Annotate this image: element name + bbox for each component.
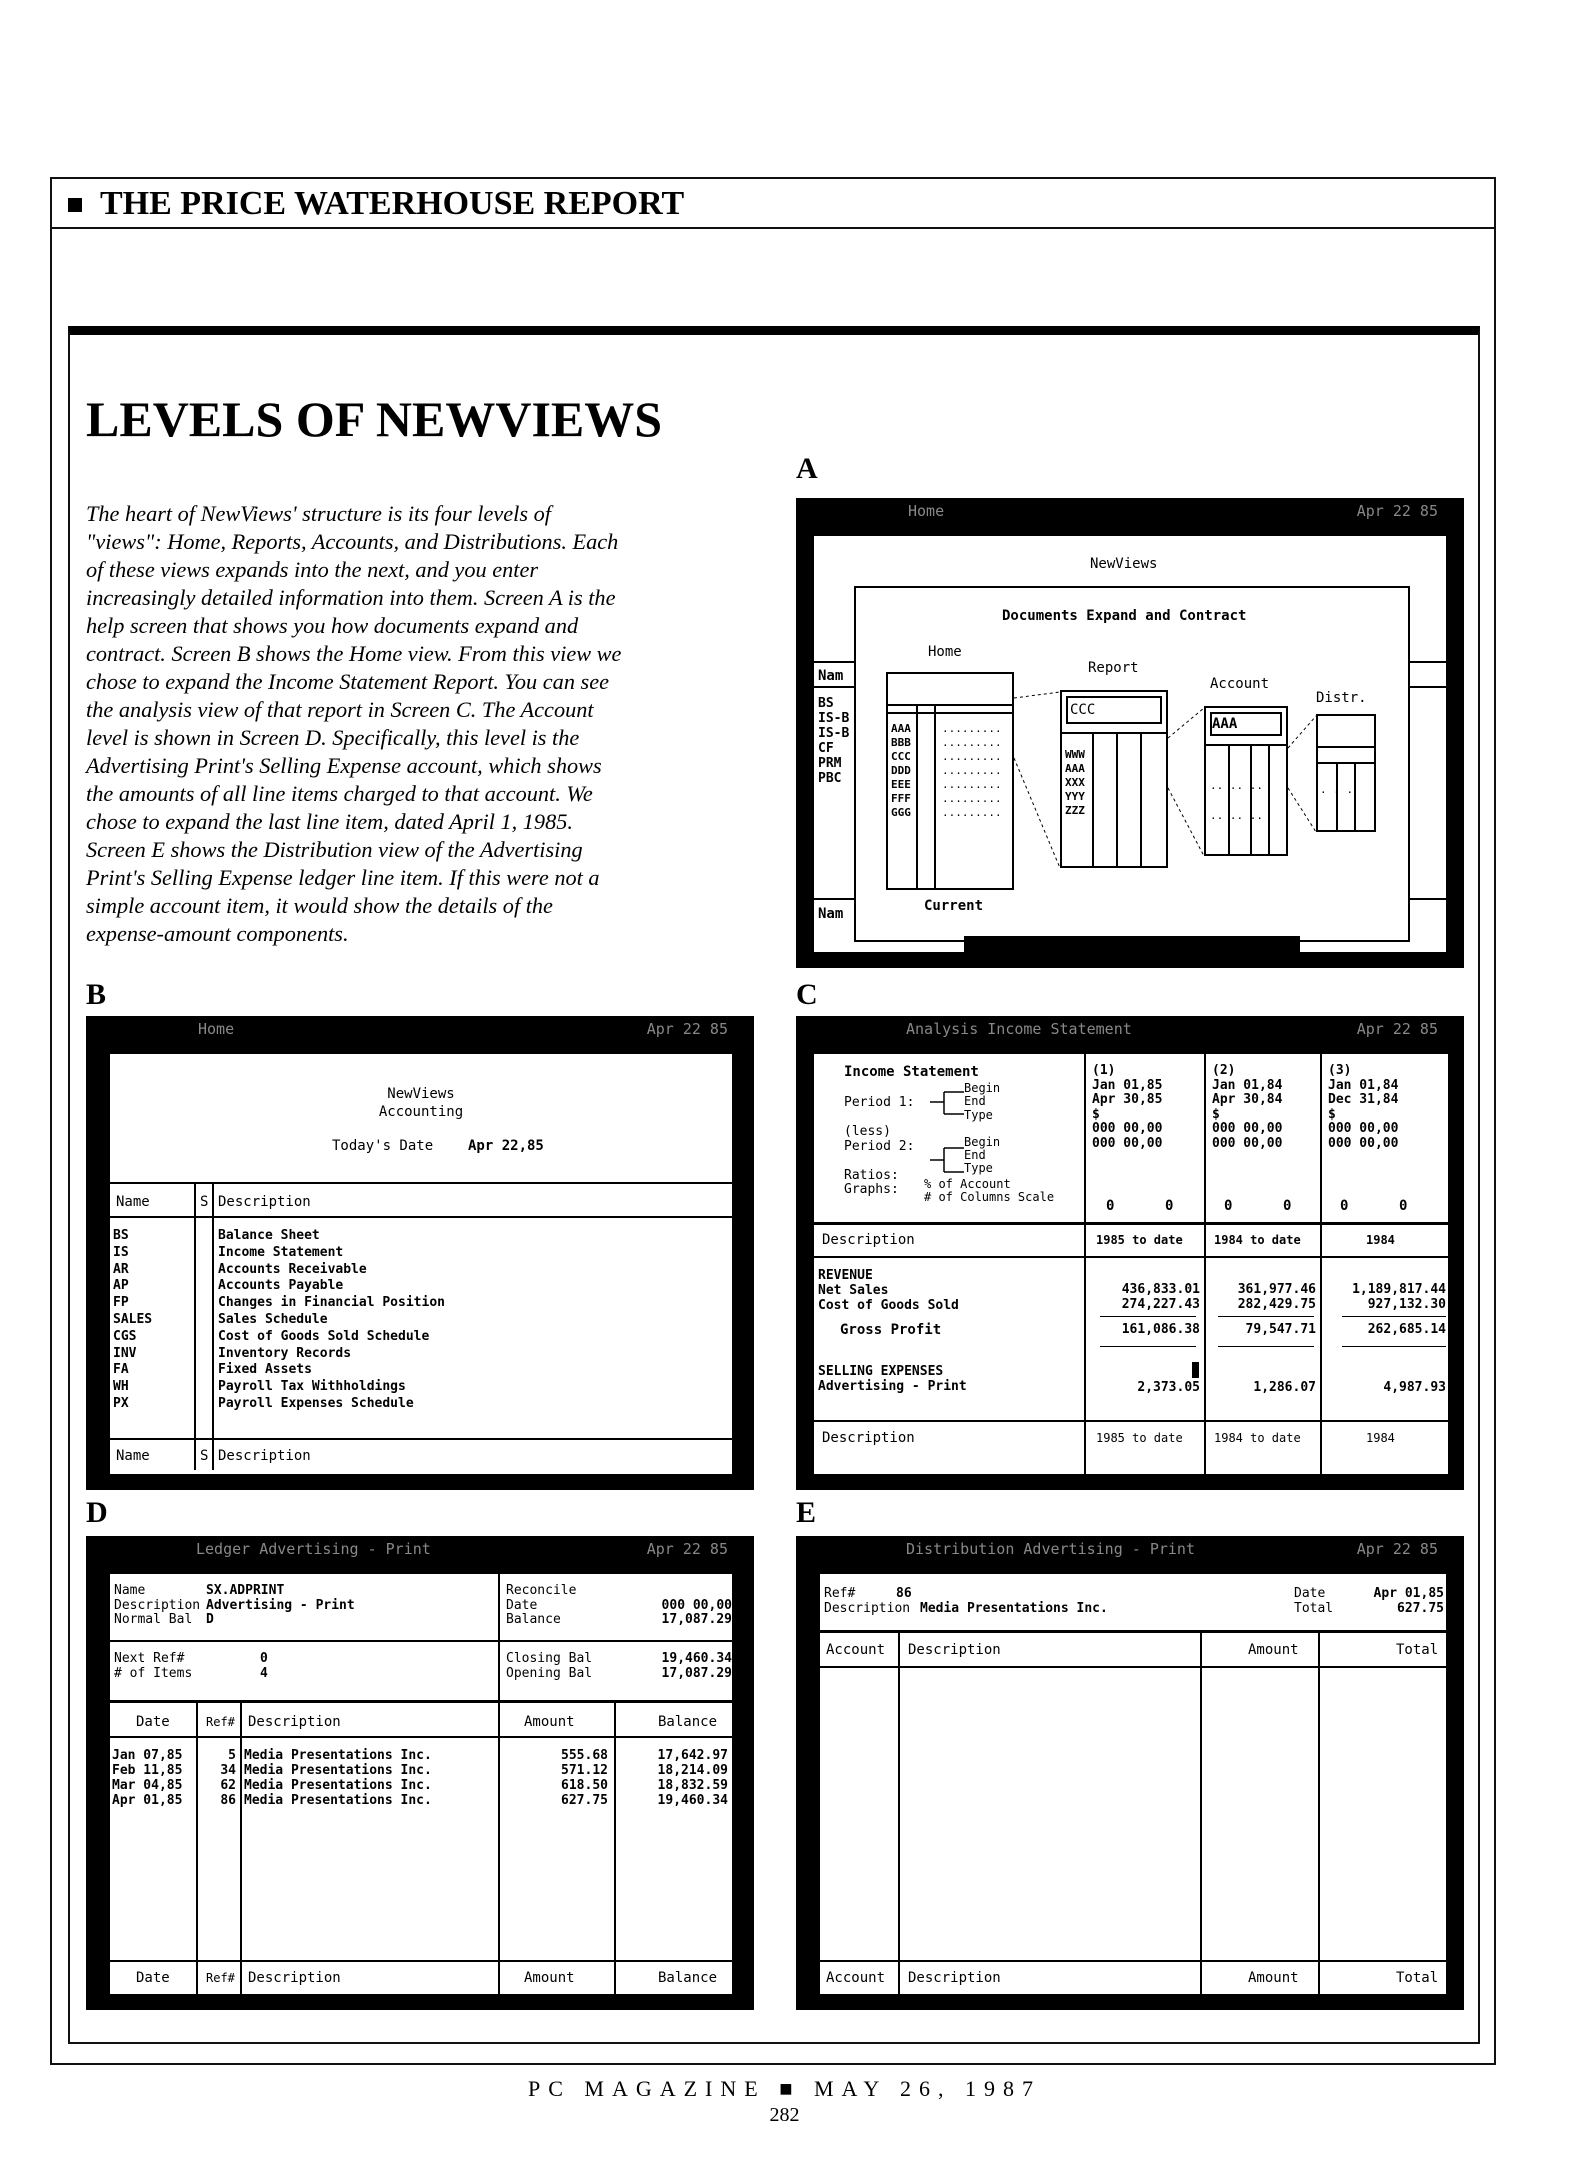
screen-e-bar-right: Apr 22 85 bbox=[1356, 1540, 1438, 1558]
screen-a-bar-left: Home bbox=[908, 502, 945, 520]
screen-e-body bbox=[818, 1572, 1448, 1996]
screen-c-zeros3: 0 0 bbox=[1340, 1198, 1408, 1214]
screen-b-app: NewViews bbox=[387, 1086, 455, 1102]
screen-a bbox=[796, 498, 1464, 968]
screen-e-desc-value: Media Presentations Inc. bbox=[920, 1601, 1108, 1616]
screen-c-adv3: 4,987.93 bbox=[1383, 1380, 1446, 1395]
magazine-footer: PC MAGAZINE ■ MAY 26, 1987 bbox=[527, 2076, 1041, 2101]
screen-b-foot-name: Name bbox=[116, 1448, 150, 1464]
screen-b-col-name: Name bbox=[116, 1194, 150, 1210]
screen-c-desc-head: Description bbox=[822, 1232, 915, 1248]
screen-e-foot-total: Total bbox=[1396, 1970, 1439, 1986]
screen-d-next-labels: Next Ref# # of Items bbox=[114, 1651, 193, 1681]
screen-b-foot-s: S bbox=[200, 1448, 209, 1464]
screen-d-col-amount: Amount bbox=[524, 1714, 575, 1730]
help-subtitle: Documents Expand and Contract bbox=[1002, 608, 1247, 624]
screen-b-col-desc: Description bbox=[218, 1194, 311, 1210]
screen-a-label: A bbox=[796, 452, 818, 485]
screen-b-col-s: S bbox=[200, 1194, 209, 1210]
screen-c-zeros2: 0 0 bbox=[1224, 1198, 1292, 1214]
screen-a-status-strip bbox=[964, 936, 1300, 952]
screen-c-gp2: 79,547.71 bbox=[1245, 1322, 1316, 1337]
screen-d-rec-labels: Reconcile Date Balance bbox=[506, 1583, 577, 1627]
screen-e-ref-value: 86 bbox=[896, 1586, 912, 1601]
screen-e-ref-label: Ref# bbox=[824, 1586, 856, 1601]
screen-d-refs[interactable]: 5 34 62 86 bbox=[220, 1748, 236, 1808]
screen-c-ratio-opts: % of Account # of Columns Scale bbox=[924, 1177, 1055, 1205]
diagram-connectors bbox=[856, 588, 1408, 940]
screen-e-date-value: Apr 01,85 bbox=[1373, 1586, 1444, 1601]
screen-d bbox=[86, 1536, 754, 2010]
screen-e bbox=[796, 1536, 1464, 2010]
screen-c-values2: 361,977.46 282,429.75 bbox=[1237, 1282, 1316, 1312]
screen-c-head: Income Statement bbox=[844, 1064, 979, 1080]
screen-d-col-balance: Balance bbox=[658, 1714, 718, 1730]
screen-d-left-values: SX.ADPRINT Advertising - Print D bbox=[206, 1583, 355, 1627]
screen-c-gp-label: Gross Profit bbox=[840, 1322, 942, 1338]
screen-d-foot-balance: Balance bbox=[658, 1970, 718, 1986]
screen-b-bar-right: Apr 22 85 bbox=[646, 1020, 728, 1038]
diagram-home-rows: AAA BBB CCC DDD EEE FFF GGG bbox=[891, 722, 911, 819]
screen-c bbox=[796, 1016, 1464, 1490]
screen-d-foot-ref: Ref# bbox=[206, 1971, 235, 1985]
screen-d-close-values: 19,460.34 17,087.29 bbox=[661, 1651, 732, 1681]
screen-c-bar-right: Apr 22 85 bbox=[1356, 1020, 1438, 1038]
screen-c-f2: 1984 to date bbox=[1214, 1431, 1301, 1445]
screen-e-bar-left: Distribution Advertising - Print bbox=[906, 1540, 1195, 1558]
page-number: 282 bbox=[769, 2104, 800, 2126]
screen-e-foot-amount: Amount bbox=[1248, 1970, 1299, 1986]
screen-e-foot-account: Account bbox=[826, 1970, 886, 1986]
diagram-home-doc: AAA BBB CCC DDD EEE FFF GGG ......... ......... ......... ......... ......... ......... ......... bbox=[886, 672, 1014, 890]
screen-d-dates[interactable]: Jan 07,85 Feb 11,85 Mar 04,85 Apr 01,85 bbox=[112, 1748, 183, 1808]
screen-c-zeros1: 0 0 bbox=[1106, 1198, 1174, 1214]
screen-b-titlebar bbox=[86, 1016, 754, 1040]
report-header-title: THE PRICE WATERHOUSE REPORT bbox=[100, 185, 685, 222]
article-title: LEVELS OF NEWVIEWS bbox=[86, 391, 663, 447]
screen-d-amounts[interactable]: 555.68 571.12 618.50 627.75 bbox=[561, 1748, 608, 1808]
diagram-distr-label: Distr. bbox=[1316, 690, 1367, 706]
screen-d-next-values: 0 4 bbox=[260, 1651, 268, 1681]
screen-d-foot-date: Date bbox=[136, 1970, 170, 1986]
screen-c-titlebar bbox=[796, 1016, 1464, 1040]
screen-b-foot-desc: Description bbox=[218, 1448, 311, 1464]
diagram-distr-doc: . . . bbox=[1316, 714, 1376, 832]
screen-c-adv2: 1,286.07 bbox=[1253, 1380, 1316, 1395]
screen-e-col-account: Account bbox=[826, 1642, 886, 1658]
screen-c-col2: (2) Jan 01,84 Apr 30,84 $ 000 00,00 000 00,00 bbox=[1212, 1063, 1283, 1151]
screen-c-col3: (3) Jan 01,84 Dec 31,84 $ 000 00,00 000 00,00 bbox=[1328, 1063, 1399, 1151]
help-dialog bbox=[854, 586, 1410, 942]
screen-c-selling: SELLING EXPENSES Advertising - Print bbox=[818, 1364, 967, 1394]
screen-c-values1: 436,833.01 274,227.43 bbox=[1121, 1282, 1200, 1312]
screen-d-col-ref: Ref# bbox=[206, 1715, 235, 1729]
screen-c-body bbox=[812, 1052, 1450, 1476]
screen-b-label: B bbox=[86, 978, 107, 1011]
screen-b-descriptions[interactable]: Balance Sheet Income Statement Accounts Receivable Accounts Payable Changes in Financial Position Sales Schedule Cost of Goods Sold Schedule Inventory Records Fixed Assets Payroll Tax Withholdings Payroll Expenses Schedule bbox=[218, 1228, 445, 1411]
diagram-report-rows: WWW AAA XXX YYY ZZZ bbox=[1065, 748, 1085, 817]
screen-c-adv1: 2,373.05 bbox=[1137, 1380, 1200, 1395]
screen-d-rec-values: 000 00,00 17,087.29 bbox=[661, 1597, 732, 1627]
screen-d-descriptions[interactable]: Media Presentations Inc. Media Presentations Inc. Media Presentations Inc. Media Presentations Inc. bbox=[244, 1748, 432, 1808]
screen-b bbox=[86, 1016, 754, 1490]
screen-d-left-labels: Name Description Normal Bal bbox=[114, 1583, 201, 1627]
screen-c-h3: 1984 bbox=[1366, 1233, 1395, 1247]
screen-b-bar-left: Home bbox=[198, 1020, 235, 1038]
header-square-icon bbox=[68, 198, 82, 212]
screen-d-body bbox=[108, 1572, 734, 1996]
diagram-aaa: AAA bbox=[1212, 716, 1238, 732]
screen-c-rows-left: REVENUE Net Sales Cost of Goods Sold bbox=[818, 1268, 959, 1313]
screen-d-close-labels: Closing Bal Opening Bal bbox=[506, 1651, 593, 1681]
screen-d-col-desc: Description bbox=[248, 1714, 341, 1730]
screen-e-date-label: Date bbox=[1294, 1586, 1326, 1601]
screen-e-total-label: Total bbox=[1294, 1601, 1334, 1616]
screen-c-col1: (1) Jan 01,85 Apr 30,85 $ 000 00,00 000 00,00 bbox=[1092, 1063, 1163, 1151]
report-header bbox=[52, 179, 1494, 229]
diagram-current-label: Current bbox=[924, 898, 984, 914]
screen-d-foot-desc: Description bbox=[248, 1970, 341, 1986]
screen-c-cursor bbox=[1192, 1362, 1199, 1378]
diagram-ccc: CCC bbox=[1070, 702, 1096, 718]
screen-c-h2: 1984 to date bbox=[1214, 1233, 1301, 1247]
screen-c-gp1: 161,086.38 bbox=[1121, 1322, 1200, 1337]
screen-e-col-amount: Amount bbox=[1248, 1642, 1299, 1658]
article-intro: The heart of NewViews' structure is its four levels of "views": Home, Reports, Accounts, and Distributions. Each of these views expands into the next, and you enter increasingly detailed information into them. Screen A is the help screen that shows you how documents expand and contract. Screen B shows the Home view. From this view we chose to expand the Income Statement Report. You can see the analysis view of that report in Screen C. The Account level is shown in Screen D. Specifically, this level is the Advertising Print's Selling Expense account, which shows the amounts of all line items charged to that account. We chose to expand the last line item, dated April 1, 1985. Screen E shows the Distribution view of the Advertising Print's Selling Expense ledger line item. If this were not a simple account item, it would show the details of the expense-amount components. bbox=[86, 501, 622, 946]
screen-c-f1: 1985 to date bbox=[1096, 1431, 1183, 1445]
screen-c-values3: 1,189,817.44 927,132.30 bbox=[1352, 1282, 1446, 1312]
screen-b-body bbox=[108, 1052, 734, 1476]
screen-e-col-desc: Description bbox=[908, 1642, 1001, 1658]
screen-a-app: NewViews bbox=[1090, 556, 1158, 572]
screen-a-name-bottom: Nam bbox=[818, 906, 844, 922]
screen-e-col-total: Total bbox=[1396, 1642, 1439, 1658]
screen-b-app2: Accounting bbox=[378, 1104, 464, 1120]
screen-d-bar-right: Apr 22 85 bbox=[646, 1540, 728, 1558]
screen-c-period-opts: Begin End Type Begin End Type bbox=[964, 1081, 1001, 1176]
screen-e-desc-label: Description bbox=[824, 1601, 911, 1616]
screen-e-label: E bbox=[796, 1496, 817, 1529]
diagram-account-doc: AAA .. .. .. .. .. .. bbox=[1204, 706, 1288, 856]
screen-e-total-value: 627.75 bbox=[1397, 1601, 1444, 1616]
screen-a-codes: BS IS-B IS-B CF PRM PBC bbox=[818, 696, 850, 786]
screen-d-bar-left: Ledger Advertising - Print bbox=[196, 1540, 431, 1558]
diagram-home-label: Home bbox=[928, 644, 962, 660]
screen-d-titlebar bbox=[86, 1536, 754, 1560]
screen-c-f3: 1984 bbox=[1366, 1431, 1395, 1445]
screen-e-titlebar bbox=[796, 1536, 1464, 1560]
screen-c-bar-left: Analysis Income Statement bbox=[906, 1020, 1132, 1038]
screen-c-periods: Period 1: (less) Period 2: Ratios: Graphs: bbox=[844, 1095, 915, 1197]
screen-c-label: C bbox=[796, 978, 818, 1011]
screen-c-brackets bbox=[930, 1086, 966, 1182]
screen-b-date-value: Apr 22,85 bbox=[468, 1138, 544, 1154]
screen-a-body bbox=[812, 534, 1448, 954]
screen-c-gp3: 262,685.14 bbox=[1367, 1322, 1446, 1337]
screen-b-names[interactable]: BS IS AR AP FP SALES CGS INV FA WH PX bbox=[113, 1228, 153, 1411]
screen-c-foot-desc: Description bbox=[822, 1430, 915, 1446]
diagram-report-label: Report bbox=[1088, 660, 1139, 676]
diagram-account-label: Account bbox=[1210, 676, 1270, 692]
screen-a-name-top: Nam bbox=[818, 668, 844, 684]
screen-d-foot-amount: Amount bbox=[524, 1970, 575, 1986]
screen-a-bar-right: Apr 22 85 bbox=[1356, 502, 1438, 520]
screen-d-label: D bbox=[86, 1496, 108, 1529]
screen-a-titlebar bbox=[796, 498, 1464, 522]
screen-e-foot-desc: Description bbox=[908, 1970, 1001, 1986]
screen-b-date-label: Today's Date bbox=[332, 1138, 434, 1154]
screen-c-h1: 1985 to date bbox=[1096, 1233, 1183, 1247]
screen-d-col-date: Date bbox=[136, 1714, 170, 1730]
screen-d-balances[interactable]: 17,642.97 18,214.09 18,832.59 19,460.34 bbox=[657, 1748, 728, 1808]
